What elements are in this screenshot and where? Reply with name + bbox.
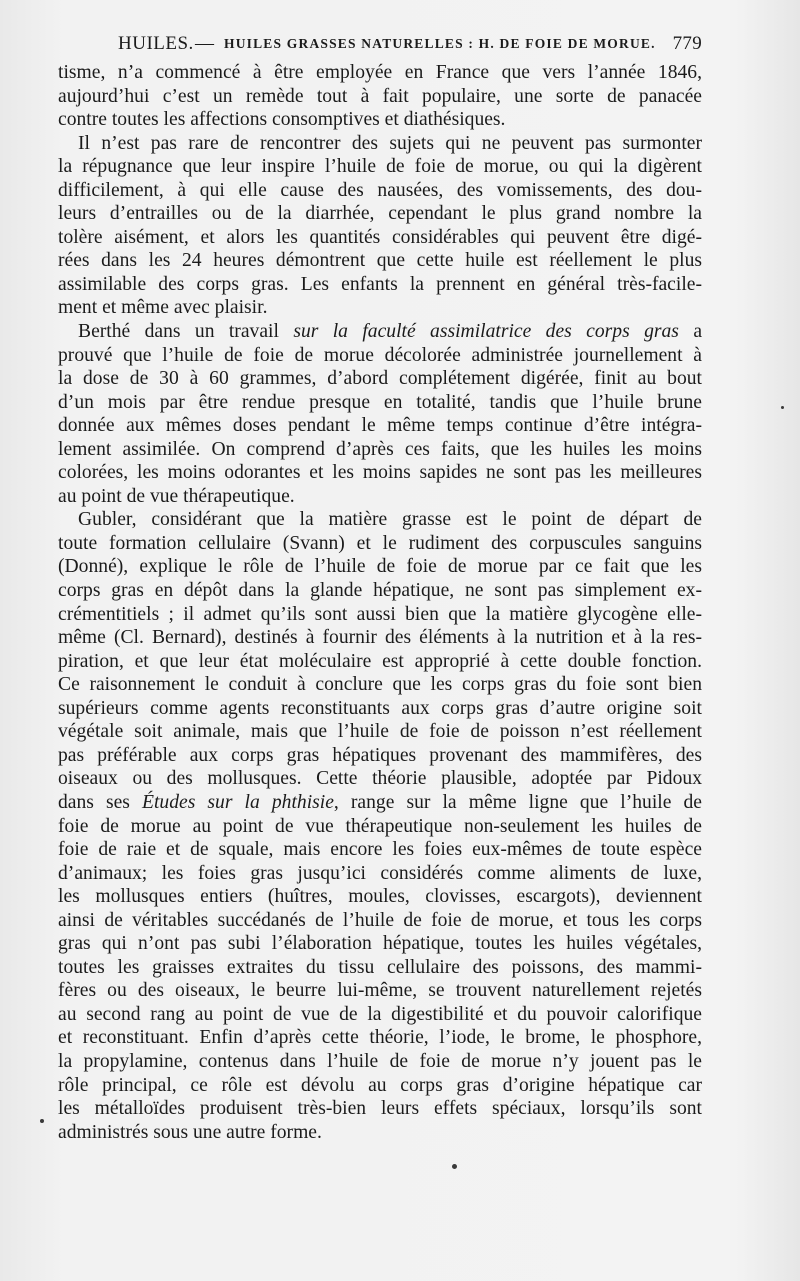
text-line [58, 791, 702, 815]
text-line: contre toutes les affections consomptives et diathésiques. [58, 109, 506, 131]
book-title-italic: Études sur la phthisie [142, 791, 334, 813]
print-speck [40, 1119, 44, 1123]
body-text [58, 61, 702, 1144]
text-line: la répugnance que leur inspire l’huile de foie de morue, ou qui la digèrent [58, 156, 702, 178]
text-line: les métalloïdes produisent très-bien leurs effets spéciaux, lorsqu’ils sont [58, 1098, 702, 1120]
text-line: la dose de 30 à 60 grammes, d’abord complétement digérée, finit au bout [58, 368, 702, 390]
text-line: difficilement, à qui elle cause des nausées, des vomissements, des dou- [58, 179, 702, 201]
text-line: lement assimilée. On comprend d’après ces faits, que les huiles les moins [58, 438, 702, 460]
text-line: leurs d’entrailles ou de la diarrhée, cependant le plus grand nombre la [58, 203, 702, 225]
text-line: gras qui n’ont pas subi l’élaboration hépatique, toutes les huiles végétales, [58, 933, 702, 955]
text-line: Il n’est pas rare de rencontrer des sujets qui ne peuvent pas surmonter [78, 132, 702, 154]
text-line: rées dans les 24 heures démontrent que cette huile est réellement le plus [58, 250, 702, 272]
text-line: et reconstituant. Enfin d’après cette théorie, l’iode, le brome, le phosphore, [58, 1027, 702, 1049]
text-line: d’un mois par être rendue presque en totalité, tandis que l’huile brune [58, 391, 702, 413]
text-line: oiseaux ou des mollusques. Cette théorie plausible, adoptée par Pidoux [58, 768, 702, 790]
text-line: ainsi de véritables succédanés de l’huile de foie de morue, et tous les corps [58, 909, 702, 931]
running-title: HUILES GRASSES NATURELLES : H. DE FOIE DE MORUE. [224, 36, 656, 51]
text-line: foie de raie et de squale, mais encore les foies eux-mêmes de toute espèce [58, 839, 702, 861]
text-run: dans ses [58, 791, 130, 813]
text-line: corps gras en dépôt dans la glande hépatique, ne sont pas simplement ex- [58, 580, 702, 602]
text-line: donnée aux mêmes doses pendant le même temps continue d’être intégra- [58, 415, 702, 437]
text-line: crémentitiels ; il admet qu’ils sont aussi bien que la matière glycogène elle- [58, 603, 702, 625]
text-line: les mollusques entiers (huîtres, moules, clovisses, escargots), deviennent [58, 886, 702, 908]
print-speck [781, 406, 784, 409]
text-line: assimilable des corps gras. Les enfants la prennent en général très-facile- [58, 273, 702, 295]
text-line: ment et même avec plaisir. [58, 297, 268, 319]
text-line: d’animaux; les foies gras jusqu’ici considérés comme aliments de luxe, [58, 862, 702, 884]
text-line: Gubler, considérant que la matière grasse est le point de départ de [78, 509, 702, 531]
text-line: piration, et que leur état moléculaire est approprié à cette double fonction. [58, 650, 702, 672]
text-line: au point de vue thérapeutique. [58, 485, 295, 507]
text-line: Ce raisonnement le conduit à conclure que les corps gras du foie sont bien [58, 674, 702, 696]
text-line: prouvé que l’huile de foie de morue décolorée administrée journellement à [58, 344, 702, 366]
text-line: administrés sous une autre forme. [58, 1121, 322, 1143]
running-header [58, 33, 702, 57]
text-line: (Donné), explique le rôle de l’huile de foie de morue par ce fait que les [58, 556, 702, 578]
text-run: Berthé dans un travail [78, 321, 279, 343]
print-speck [452, 1164, 457, 1169]
text-line: toute formation cellulaire (Svann) et le rudiment des corpuscules sanguins [58, 532, 702, 554]
page-number: 779 [672, 33, 702, 54]
text-run: a [693, 321, 703, 343]
text-line: aujourd’hui c’est un remède tout à fait populaire, une sorte de panacée [58, 85, 702, 107]
text-line: foie de morue au point de vue thérapeutique non-seulement les huiles de [58, 815, 702, 837]
text-line [58, 320, 702, 344]
text-line: tolère aisément, et alors les quantités considérables qui peuvent être digé- [58, 226, 702, 248]
text-line: supérieurs comme agents reconstituants aux corps gras d’autre origine soit [58, 697, 702, 719]
header-dash: — [195, 33, 215, 54]
text-line: toutes les graisses extraites du tissu cellulaire des poissons, des mammi- [58, 956, 702, 978]
text-line: rôle principal, ce rôle est dévolu au corps gras d’origine hépatique car [58, 1074, 702, 1096]
text-line: colorées, les moins odorantes et les moins sapides ne sont pas les meilleures [58, 462, 702, 484]
book-title-italic: sur la faculté assimilatrice des corps gras [293, 321, 679, 343]
text-line: tisme, n’a commencé à être employée en France que vers l’année 1846, [58, 62, 702, 83]
text-line: végétale soit animale, mais que l’huile de foie de poisson n’est réellement [58, 721, 702, 743]
text-line: pas préférable aux corps gras hépatiques provenant des mammifères, des [58, 744, 702, 766]
text-line: la propylamine, contenus dans l’huile de foie de morue n’y jouent pas le [58, 1050, 702, 1072]
text-line: au second rang au point de vue de la digestibilité et du pouvoir calorifique [58, 1003, 702, 1025]
section-title: HUILES. [118, 33, 194, 54]
text-line: même (Cl. Bernard), destinés à fournir des éléments à la nutrition et à la res- [58, 627, 702, 649]
text-run: , range sur la même ligne que l’huile de [333, 791, 702, 813]
text-line: fères ou des oiseaux, le beurre lui-même, se trouvent naturellement rejetés [58, 980, 702, 1002]
